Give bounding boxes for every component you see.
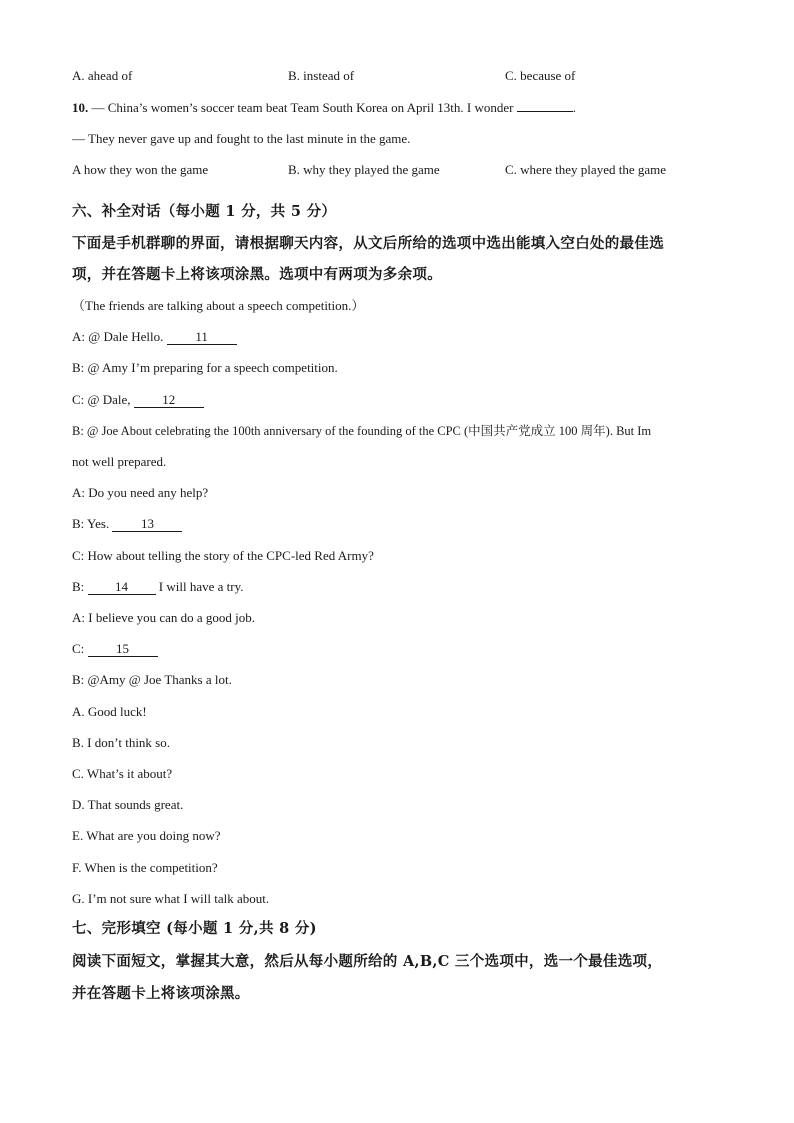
dialogue-text: I will have a try. [158, 579, 244, 594]
dialogue-text: C: @ Dale, [72, 392, 131, 407]
option-c: C. What’s it about? [72, 766, 173, 781]
dialogue-line-6 [72, 516, 182, 532]
q10-end: . [572, 100, 576, 115]
blank-13: 13 [112, 517, 182, 532]
q10-option-b: B. why they played the game [288, 162, 440, 177]
dialogue-line-5: A: Do you need any help? [72, 485, 209, 500]
section6-instructions-line2: 项，并在答题卡上将该项涂黑。选项中有两项为多余项。 [72, 266, 442, 283]
blank-15: 15 [88, 642, 158, 657]
dialogue-line-7: C: How about telling the story of the CPC-led Red Army? [72, 548, 374, 563]
q10-reply: — They never gave up and fought to the last minute in the game. [72, 131, 411, 146]
dialogue-text: B: [72, 579, 85, 594]
dialogue-line-3 [72, 392, 204, 408]
option-b: B. I don’t think so. [72, 735, 170, 750]
option-a: A. Good luck! [72, 704, 147, 719]
q10-option-a: A how they won the game [72, 162, 209, 177]
q10-question-text: — China’s women’s soccer team beat Team South Korea on April 13th. I wonder [91, 100, 514, 115]
dialogue-text: C: [72, 641, 85, 656]
section6-context: （The friends are talking about a speech competition.） [72, 298, 365, 313]
blank-14: 14 [88, 580, 156, 595]
q10-blank [517, 111, 573, 112]
dialogue-line-2: B: @ Amy I’m preparing for a speech competition. [72, 360, 338, 375]
section7-title: 七、完形填空 (每小题 1 分,共 8 分) [72, 920, 317, 937]
dialogue-line-9: A: I believe you can do a good job. [72, 610, 256, 625]
dialogue-line-4b: not well prepared. [72, 454, 167, 469]
blank-11: 11 [167, 330, 237, 345]
option-d: D. That sounds great. [72, 797, 184, 812]
dialogue-line-8 [72, 579, 244, 595]
q10-question [72, 100, 576, 116]
section6-instructions-line1: 下面是手机群聊的界面，请根据聊天内容，从文后所给的选项中选出能填入空白处的最佳选 [72, 235, 664, 252]
option-e: E. What are you doing now? [72, 828, 221, 843]
dialogue-line-4: B: @ Joe About celebrating the 100th anniversary of the founding of the CPC (中国共产党成立 100 周年). But Im [72, 424, 652, 438]
section7-instructions-line2: 并在答题卡上将该项涂黑。 [72, 985, 250, 1002]
section7-instructions-line1: 阅读下面短文，掌握其大意，然后从每小题所给的 A,B,C 三个选项中，选一个最佳选项， [72, 953, 663, 970]
option-g: G. I’m not sure what I will talk about. [72, 891, 270, 906]
q10-option-c: C. where they played the game [505, 162, 666, 177]
dialogue-text: B: Yes. [72, 516, 110, 531]
option-f: F. When is the competition? [72, 860, 218, 875]
dialogue-line-1 [72, 329, 237, 345]
dialogue-line-10 [72, 641, 158, 657]
dialogue-text: A: @ Dale Hello. [72, 329, 164, 344]
dialogue-line-11: B: @Amy @ Joe Thanks a lot. [72, 672, 232, 687]
section6-title: 六、补全对话（每小题 1 分，共 5 分） [72, 203, 337, 220]
q10-number: 10. [72, 100, 89, 115]
q9-option-c: C. because of [505, 68, 576, 83]
q9-option-b: B. instead of [288, 68, 355, 83]
blank-12: 12 [134, 393, 204, 408]
q9-option-a: A. ahead of [72, 68, 133, 83]
